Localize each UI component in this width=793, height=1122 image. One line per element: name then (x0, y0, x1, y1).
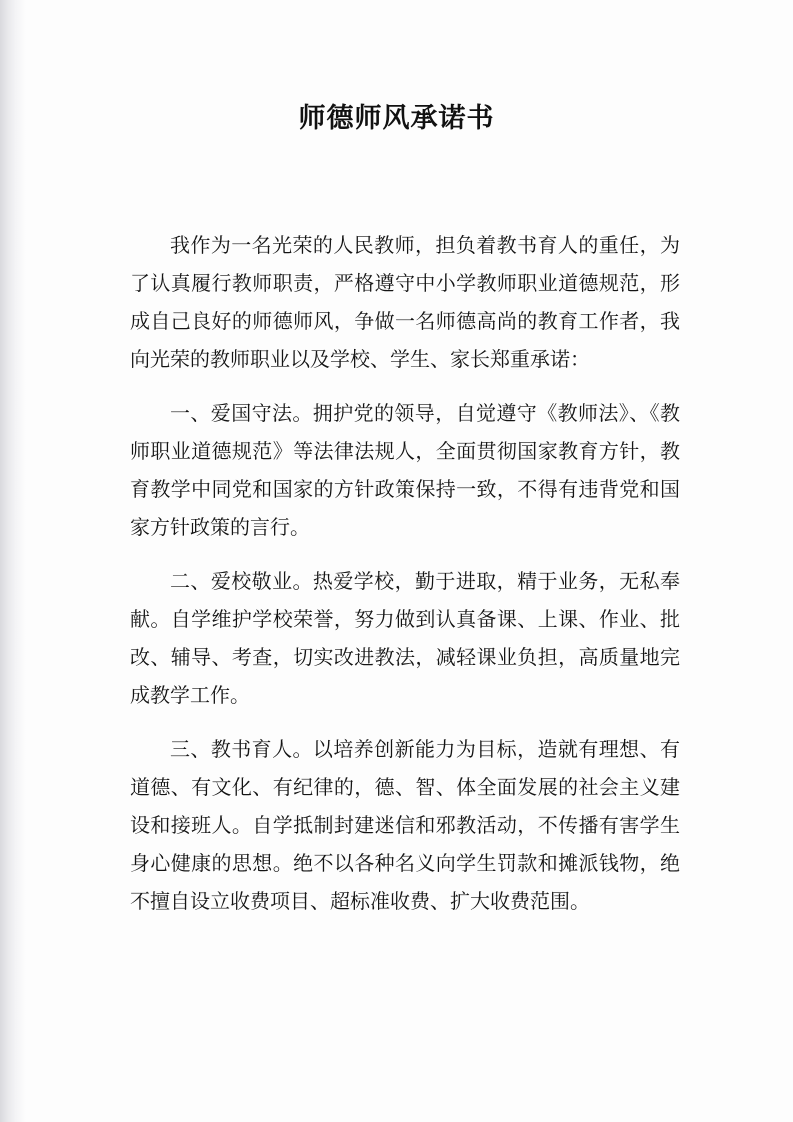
paragraph-education: 三、教书育人。以培养创新能力为目标，造就有理想、有道德、有文化、有纪律的，德、智、体全面发展的社会主义建设和接班人。自学抵制封建迷信和邪教活动，不传播有害学生身心健康的思想。绝不以各种名义向学生罚款和摊派钱物，绝不擅自设立收费项目、超标准收费、扩大收费范围。 (130, 737, 680, 913)
document-title: 师德师风承诺书 (298, 103, 495, 134)
paragraph-intro: 我作为一名光荣的人民教师，担负着教书育人的重任，为了认真履行教师职责，严格遵守中小学教师职业道德规范，形成自己良好的师德师风，争做一名师德高尚的教育工作者，我向光荣的教师职业以及学校、学生、家长郑重承诺： (130, 233, 680, 371)
paragraph-dedication: 二、爱校敬业。热爱学校，勤于进取，精于业务，无私奉献。自学维护学校荣誉，努力做到认真备课、上课、作业、批改、辅导、考查，切实改进教法，减轻课业负担，高质量地完成教学工作。 (130, 569, 680, 707)
document-body (130, 226, 680, 920)
scan-shadow-edge (0, 0, 26, 1122)
paragraph-patriotic: 一、爱国守法。拥护党的领导，自觉遵守《教师法》、《教师职业道德规范》等法律法规人，全面贯彻国家教育方针，教育教学中同党和国家的方针政策保持一致，不得有违背党和国家方针政策的言行。 (130, 401, 680, 539)
